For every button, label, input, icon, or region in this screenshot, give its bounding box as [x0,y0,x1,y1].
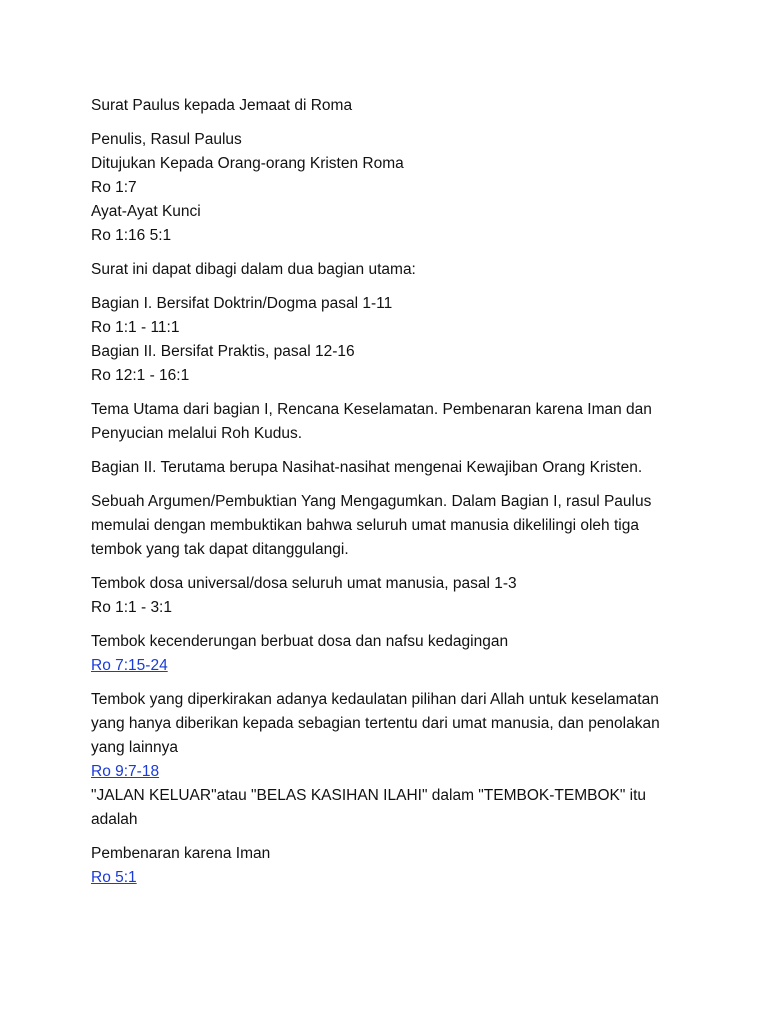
document-title [91,94,691,118]
theme-paragraph-text: Tema Utama dari bagian I, Rencana Keselamatan. Pembenaran karena Iman dan Penyucian melalui Roh Kudus. [91,401,652,442]
part1-ref: Ro 1:1 - 11:1 [91,319,180,336]
wall1-block [91,572,691,620]
division-intro [91,258,691,282]
wall2-link[interactable]: Ro 7:15-24 [91,657,168,674]
addressed-line: Ditujukan Kepada Orang-orang Kristen Roma [91,155,404,172]
argument-paragraph-text: Sebuah Argumen/Pembuktian Yang Mengagumkan. Dalam Bagian I, rasul Paulus memulai dengan membuktikan bahwa seluruh umat manusia dikelilingi oleh tiga tembok yang tak dapat ditanggulangi. [91,493,652,558]
key-verses-label: Ayat-Ayat Kunci [91,203,201,220]
argument-paragraph [91,490,691,562]
part2-line: Bagian II. Bersifat Praktis, pasal 12-16 [91,343,355,360]
theme-paragraph [91,398,691,446]
wall3-block [91,688,691,832]
wall2-line: Tembok kecenderungan berbuat dosa dan nafsu kedagingan [91,633,509,650]
justification-line: Pembenaran karena Iman [91,845,271,862]
exit-paragraph-text: "JALAN KELUAR"atau "BELAS KASIHAN ILAHI" dalam "TEMBOK-TEMBOK" itu adalah [91,787,647,828]
part1-line: Bagian I. Bersifat Doktrin/Dogma pasal 1-11 [91,295,393,312]
justification-link[interactable]: Ro 5:1 [91,869,137,886]
part2-ref: Ro 12:1 - 16:1 [91,367,190,384]
title-text: Surat Paulus kepada Jemaat di Roma [91,97,353,114]
justification-block [91,842,691,890]
addressed-ref: Ro 1:7 [91,179,137,196]
wall1-line: Tembok dosa universal/dosa seluruh umat manusia, pasal 1-3 [91,575,517,592]
part2-paragraph-text: Bagian II. Terutama berupa Nasihat-nasihat mengenai Kewajiban Orang Kristen. [91,459,643,476]
wall1-ref: Ro 1:1 - 3:1 [91,599,172,616]
author-line: Penulis, Rasul Paulus [91,131,242,148]
document-body [91,94,691,900]
wall3-paragraph-text: Tembok yang diperkirakan adanya kedaulatan pilihan dari Allah untuk keselamatan yang hanya diberikan kepada sebagian tertentu dari umat manusia, dan penolakan yang lainnya [91,691,660,756]
author-block [91,128,691,248]
wall2-block [91,630,691,678]
parts-block [91,292,691,388]
wall3-link[interactable]: Ro 9:7-18 [91,763,160,780]
key-verses-ref: Ro 1:16 5:1 [91,227,172,244]
part2-paragraph [91,456,691,480]
division-intro-text: Surat ini dapat dibagi dalam dua bagian utama: [91,261,416,278]
